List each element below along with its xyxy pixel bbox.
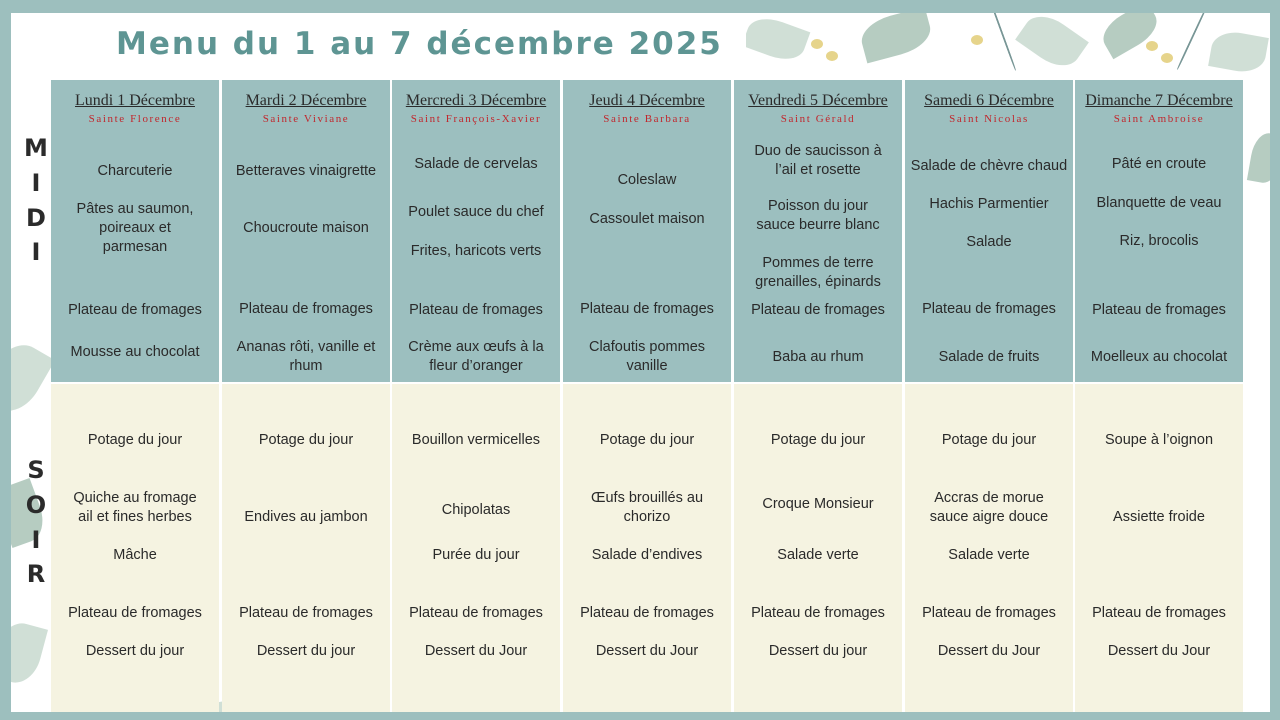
soir-dish: Assiette froide <box>1113 509 1205 525</box>
day-column <box>734 80 904 712</box>
soir-dish: Mâche <box>113 547 157 563</box>
soir-cell <box>563 384 731 712</box>
side-label-letter: M <box>24 134 48 162</box>
saint-name: Sainte Barbara <box>603 113 691 125</box>
midi-dish: Plateau de fromages <box>580 301 714 317</box>
midi-cell <box>222 80 390 382</box>
soir-dish: Plateau de fromages <box>68 605 202 621</box>
soir-dish: Dessert du jour <box>768 643 868 659</box>
midi-dish: Plateau de fromages <box>68 302 202 318</box>
midi-dish: Salade de fruits <box>938 349 1040 365</box>
midi-dish: Duo de saucisson à l’ail et rosette <box>754 143 882 178</box>
midi-cell <box>905 80 1073 382</box>
midi-dish: Cassoulet maison <box>589 211 705 227</box>
midi-dish: Salade de chèvre chaud <box>910 158 1068 174</box>
midi-dish: Choucroute maison <box>243 220 369 236</box>
soir-dish: Plateau de fromages <box>239 605 373 621</box>
midi-cell <box>734 80 902 382</box>
soir-dish: Soupe à l’oignon <box>1104 432 1214 448</box>
soir-cell <box>1075 384 1243 712</box>
day-name: Mercredi 3 Décembre <box>405 92 547 109</box>
day-name: Jeudi 4 Décembre <box>589 92 705 109</box>
soir-dish: Bouillon vermicelles <box>411 432 541 448</box>
soir-dish: Plateau de fromages <box>409 605 543 621</box>
midi-cell <box>392 80 560 382</box>
midi-dish: Pâtes au saumon, poireaux et parmesan <box>76 201 194 255</box>
midi-dish: Pâté en croute <box>1111 156 1207 172</box>
saint-name: Saint François-Xavier <box>410 113 542 125</box>
midi-dish: Moelleux au chocolat <box>1090 349 1228 365</box>
day-column <box>905 80 1075 712</box>
soir-label <box>23 453 49 592</box>
side-label-letter: I <box>31 525 41 554</box>
soir-cell <box>905 384 1073 712</box>
soir-dish: Œufs brouillés au chorizo <box>590 490 704 525</box>
saint-name: Sainte Viviane <box>262 113 350 125</box>
midi-dish: Plateau de fromages <box>922 301 1056 317</box>
day-column <box>51 80 221 712</box>
midi-dish: Hachis Parmentier <box>929 196 1049 212</box>
saint-name: Saint Gérald <box>780 113 856 125</box>
soir-cell <box>222 384 390 712</box>
midi-cell <box>1075 80 1243 382</box>
side-label-letter: R <box>26 560 46 589</box>
soir-dish: Endives au jambon <box>244 509 368 525</box>
menu-page <box>11 13 1270 712</box>
saint-name: Saint Nicolas <box>949 113 1029 125</box>
day-name: Dimanche 7 Décembre <box>1085 92 1233 109</box>
midi-dish: Riz, brocolis <box>1119 233 1199 249</box>
midi-dish: Crème aux œufs à la fleur d’oranger <box>408 339 544 374</box>
soir-dish: Plateau de fromages <box>1092 605 1226 621</box>
midi-dish: Salade de cervelas <box>414 156 538 172</box>
side-label-letter: I <box>31 238 41 267</box>
soir-dish: Potage du jour <box>258 432 354 448</box>
midi-dish: Pommes de terre grenailles, épinards <box>755 255 881 290</box>
soir-dish: Salade verte <box>777 547 859 563</box>
soir-dish: Dessert du jour <box>85 643 185 659</box>
soir-dish: Dessert du Jour <box>1107 643 1211 659</box>
midi-dish: Betteraves vinaigrette <box>235 163 377 179</box>
midi-dish: Plateau de fromages <box>1092 302 1226 318</box>
day-name: Vendredi 5 Décembre <box>748 92 888 109</box>
soir-cell <box>51 384 219 712</box>
saint-name: Saint Ambroise <box>1113 113 1205 125</box>
midi-cell <box>51 80 219 382</box>
midi-dish: Mousse au chocolat <box>70 344 200 360</box>
side-label-letter: O <box>25 490 47 519</box>
day-column <box>222 80 392 712</box>
soir-dish: Accras de morue sauce aigre douce <box>929 490 1049 525</box>
soir-dish: Chipolatas <box>441 502 511 518</box>
soir-dish: Potage du jour <box>941 432 1037 448</box>
soir-dish: Plateau de fromages <box>922 605 1056 621</box>
soir-dish: Dessert du Jour <box>595 643 699 659</box>
day-column <box>1075 80 1245 712</box>
side-label-letter: D <box>26 203 46 232</box>
soir-dish: Potage du jour <box>599 432 695 448</box>
title-banner <box>66 21 746 71</box>
day-name: Lundi 1 Décembre <box>75 92 195 109</box>
soir-cell <box>734 384 902 712</box>
day-name: Samedi 6 Décembre <box>924 92 1054 109</box>
soir-dish: Salade d’endives <box>591 547 703 563</box>
midi-dish: Clafoutis pommes vanille <box>588 339 706 374</box>
soir-dish: Potage du jour <box>770 432 866 448</box>
midi-dish: Plateau de fromages <box>409 302 543 318</box>
midi-dish: Ananas rôti, vanille et rhum <box>236 339 376 374</box>
soir-dish: Salade verte <box>948 547 1030 563</box>
midi-dish: Plateau de fromages <box>751 302 885 318</box>
midi-dish: Salade <box>966 234 1012 250</box>
day-column <box>392 80 562 712</box>
page-title: Menu du 1 au 7 décembre 2025 <box>116 26 723 62</box>
midi-dish: Blanquette de veau <box>1096 195 1222 211</box>
soir-dish: Plateau de fromages <box>751 605 885 621</box>
menu-grid <box>51 80 1246 712</box>
saint-name: Sainte Florence <box>88 113 182 125</box>
midi-dish: Coleslaw <box>617 172 677 188</box>
side-label-letter: S <box>27 456 45 484</box>
soir-dish: Purée du jour <box>432 547 520 563</box>
soir-dish: Croque Monsieur <box>762 496 874 512</box>
midi-dish: Plateau de fromages <box>239 301 373 317</box>
soir-dish: Potage du jour <box>87 432 183 448</box>
soir-dish: Dessert du Jour <box>424 643 528 659</box>
side-label-letter: I <box>31 168 41 197</box>
midi-dish: Baba au rhum <box>772 349 864 365</box>
midi-dish: Poulet sauce du chef <box>408 204 544 220</box>
soir-dish: Quiche au fromage ail et fines herbes <box>73 490 197 525</box>
midi-dish: Frites, haricots verts <box>410 243 542 259</box>
midi-dish: Charcuterie <box>97 163 173 179</box>
midi-cell <box>563 80 731 382</box>
day-name: Mardi 2 Décembre <box>245 92 367 109</box>
midi-label <box>23 131 49 270</box>
soir-cell <box>392 384 560 712</box>
soir-dish: Plateau de fromages <box>580 605 714 621</box>
soir-dish: Dessert du jour <box>256 643 356 659</box>
midi-dish: Poisson du jour sauce beurre blanc <box>756 198 880 233</box>
day-column <box>563 80 733 712</box>
soir-dish: Dessert du Jour <box>937 643 1041 659</box>
